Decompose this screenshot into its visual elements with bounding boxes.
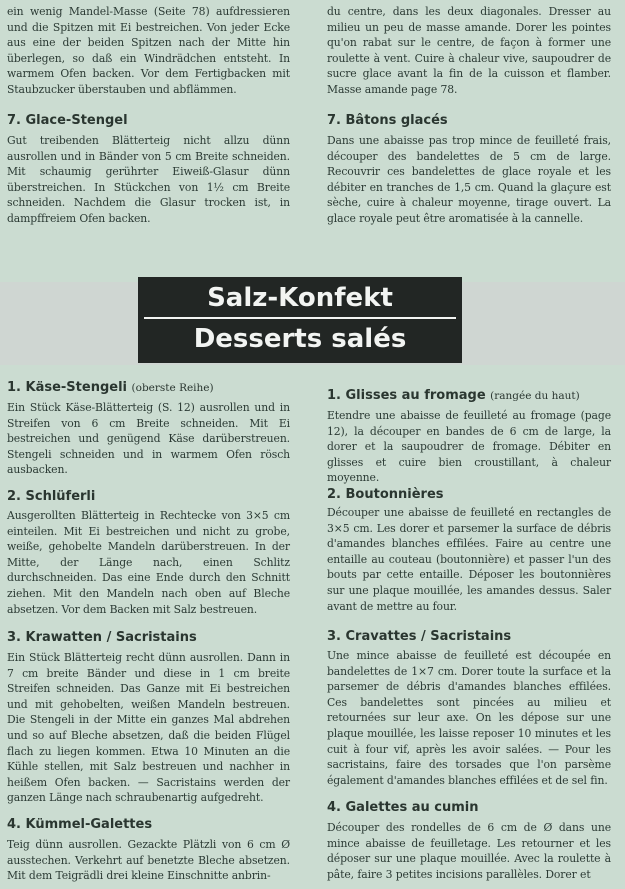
recipe-note: (rangée du haut) (490, 390, 580, 402)
recipe-text-glisses-au-fromage: Etendre une abaisse de feuilleté au fromage (page 12), la découper en bandes de 6 cm de large, la dorer et la saupoudrer de fromage. Débiter en glisses et cuire bien croustillant, à chaleur moyenne. (327, 409, 611, 485)
recipe-text-kuemmel-galettes: Teig dünn ausrollen. Gezackte Plätzli von 6 cm Ø ausstechen. Verkehrt auf benetzte Bleche absetzen. Mit dem Teigrädli drei kleine Einschnitte anbrin- (7, 838, 290, 883)
section-text-glace-stengel: Gut treibenden Blätterteig nicht allzu dünn ausrollen und in Bänder von 5 cm Breite schneiden. Mit schaumig gerührter Eiweiß-Glasur dünn überstreichen. In Stückchen von 1½ cm Breite schneiden. Nachdem die Glasur trocken ist, in dampffreiem Ofen backen. (7, 134, 290, 225)
recipe-text-krawatten: Ein Stück Blätterteig recht dünn ausrollen. Dann in 7 cm breite Bänder und diese in 1 cm breite Streifen schneiden. Das Ganze mit Ei bestreichen und mit gehobelten, weißen Mandeln bestreuen. Die Stengeli in der Mitte ein ganzes Mal abdrehen und so auf Bleche absetzen, daß die beiden Flügel flach zu liegen kommen. Etwa 10 Minuten an die Kühle stellen, mit Salz bestreuen und nachher in heißem Ofen backen. — Sacristains werden der ganzen Länge nach schraubenartig aufgedreht. (7, 651, 290, 805)
recipe-heading-glisses-au-fromage (327, 388, 611, 404)
section-text-batons-glaces: Dans une abaisse pas trop mince de feuilleté frais, découper des bandelettes de 5 cm de large. Recouvrir ces bandelettes de glace royale et les débiter en tranches de 1,5 cm. Quand la glaçure est sèche, cuire à chaleur moyenne, tirage ouvert. La glace royale peut être aromatisée à la cannelle. (327, 134, 611, 225)
recipe-heading-galettes-au-cumin: 4. Galettes au cumin (327, 800, 479, 815)
section-banner (138, 277, 462, 363)
recipe-heading-cravattes: 3. Cravattes / Sacristains (327, 629, 512, 644)
recipe-note: (oberste Reihe) (131, 382, 214, 394)
banner-subtitle: Desserts salés (193, 324, 407, 354)
section-heading-glace-stengel: 7. Glace-Stengel (7, 113, 128, 128)
recipe-title: 1. Käse-Stengeli (7, 380, 127, 395)
banner-divider (144, 317, 456, 319)
recipe-heading-kaese-stengeli (7, 380, 290, 396)
recipe-text-schlueferli: Ausgerollten Blätterteig in Rechtecke von 3×5 cm einteilen. Mit Ei bestreichen und nicht zu grobe, weiße, gehobelte Mandeln darüberstreuen. In der Mitte, der Länge nach, einen Schlitz durchschneiden. Das eine Ende durch den Schnitt ziehen. Mit den Mandeln nach oben auf Bleche absetzen. Vor dem Backen mit Salz bestreuen. (7, 509, 290, 616)
banner-title: Salz-Konfekt (207, 283, 393, 313)
recipe-heading-krawatten: 3. Krawatten / Sacristains (7, 630, 197, 645)
recipe-text-cravattes: Une mince abaisse de feuilleté est découpée en bandelettes de 1×7 cm. Dorer toute la surface et la parsemer de débris d'amandes blanches effilées. Ces bandelettes sont pincées au milieu et retournées sur leur axe. On les dépose sur une plaque mouillée, les laisse reposer 10 minutes et les cuit à four vif, après les avoir salées. — Pour les sacristains, faire des torsades que l'on parsème également d'amandes blanches effilées et de sel fin. (327, 649, 611, 787)
recipe-text-kaese-stengeli: Ein Stück Käse-Blätterteig (S. 12) ausrollen und in Streifen von 6 cm Breite schneiden. Mit Ei bestreichen und genügend Käse darüberstreuen. Stengeli schneiden und in warmem Ofen rösch ausbacken. (7, 401, 290, 477)
intro-paragraph-de: ein wenig Mandel-Masse (Seite 78) aufdressieren und die Spitzen mit Ei bestreichen. Von jeder Ecke aus eine der beiden Spitzen nach der Mitte hin überlegen, so daß ein Windrädchen entsteht. In warmem Ofen backen. Vor dem Fertigbacken mit Staubzucker überstauben und abflämmen. (7, 5, 290, 96)
intro-paragraph-fr: du centre, dans les deux diagonales. Dresser au milieu un peu de masse amande. Dorer les pointes qu'on rabat sur le centre, de façon à former une roulette à vent. Cuire à chaleur vive, saupoudrer de sucre glace avant la fin de la cuisson et flamber. Masse amande page 78. (327, 5, 611, 96)
recipe-heading-boutonnieres: 2. Boutonnières (327, 487, 444, 502)
recipe-heading-schlueferli: 2. Schlüferli (7, 489, 96, 504)
recipe-heading-kuemmel-galettes: 4. Kümmel-Galettes (7, 817, 153, 832)
recipe-text-galettes-au-cumin: Découper des rondelles de 6 cm de Ø dans une mince abaisse de feuilletage. Les retourner et les déposer sur une plaque mouillée. Avec la roulette à pâte, faire 3 petites incisions parallèles. Dorer et (327, 821, 611, 881)
recipe-text-boutonnieres: Découper une abaisse de feuilleté en rectangles de 3×5 cm. Les dorer et parsemer la surface de débris d'amandes blanches effilées. Faire au centre une entaille au couteau (boutonnière) et passer l'un des bouts par cette entaille. Déposer les boutonnières sur une plaque mouillée, les amandes dessus. Saler avant de mettre au four. (327, 506, 611, 613)
section-heading-batons-glaces: 7. Bâtons glacés (327, 113, 448, 128)
recipe-title: 1. Glisses au fromage (327, 388, 486, 403)
